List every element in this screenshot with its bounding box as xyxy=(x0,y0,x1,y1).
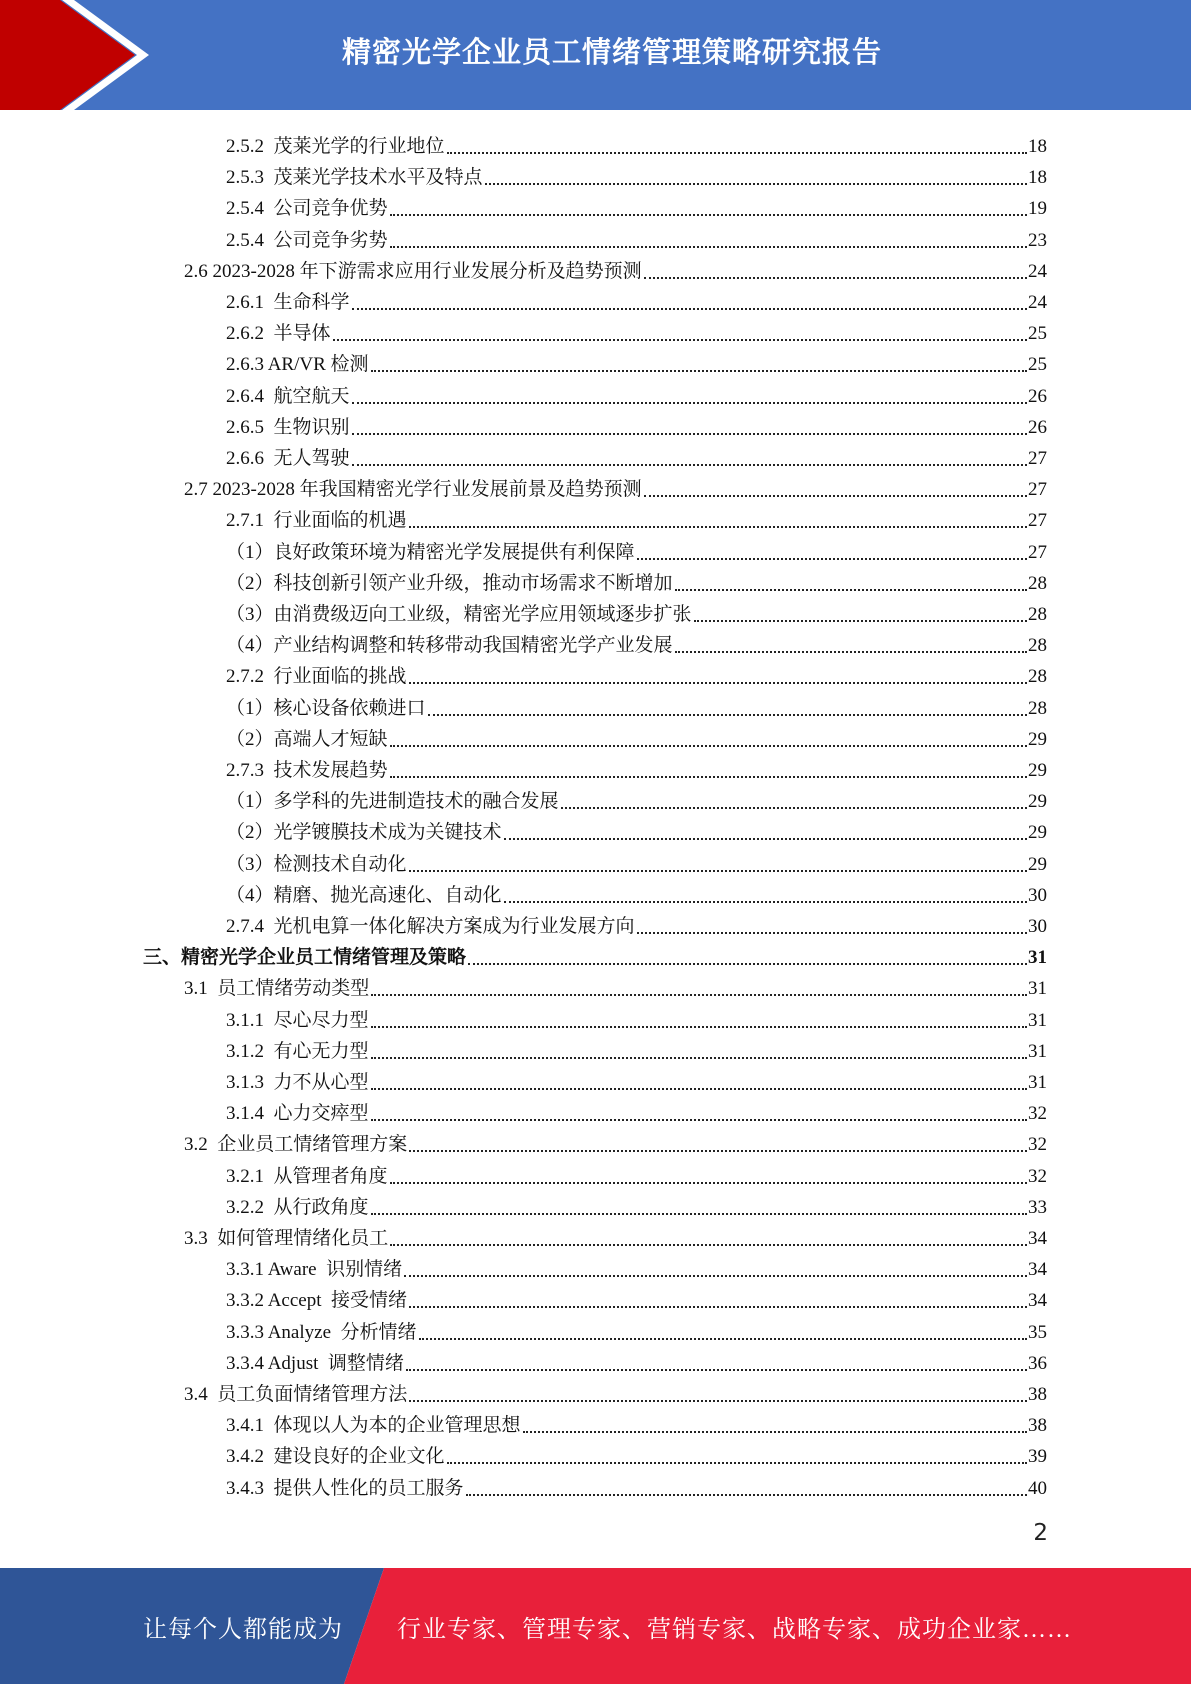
toc-entry[interactable] xyxy=(226,1437,1047,1468)
toc-entry-title: （2）光学镀膜技术成为关键技术 xyxy=(226,822,502,844)
toc-entry-page: 38 xyxy=(1028,1384,1047,1405)
toc-leader-dots xyxy=(371,993,1027,996)
toc-entry-title: 3.4.3 提供人性化的员工服务 xyxy=(226,1477,464,1499)
toc-entry[interactable] xyxy=(226,1344,1047,1375)
toc-entry-page: 25 xyxy=(1028,354,1047,376)
toc-entry[interactable] xyxy=(226,127,1047,158)
toc-entry[interactable] xyxy=(226,1094,1047,1125)
toc-leader-dots xyxy=(409,1305,1027,1308)
report-title: 精密光学企业员工情绪管理策略研究报告 xyxy=(341,34,882,69)
toc-entry[interactable] xyxy=(226,1063,1047,1094)
footer-slogan-left: 让每个人都能成为 xyxy=(143,1616,343,1643)
page-number: 2 xyxy=(1033,1520,1048,1546)
toc-entry-page: 19 xyxy=(1028,198,1047,220)
toc-leader-dots xyxy=(409,1399,1027,1402)
toc-entry-title: （4）精磨、抛光高速化、自动化 xyxy=(226,884,502,906)
toc-entry-title: （1）良好政策环境为精密光学发展提供有利保障 xyxy=(226,541,635,563)
toc-entry-title: 2.5.3 茂莱光学技术水平及特点 xyxy=(226,167,483,189)
toc-leader-dots xyxy=(352,307,1027,310)
toc-entry[interactable] xyxy=(184,1375,1047,1406)
toc-entry-title: 3.4.2 建设良好的企业文化 xyxy=(226,1446,445,1468)
toc-leader-dots xyxy=(504,900,1027,903)
toc-entry-page: 32 xyxy=(1028,1165,1047,1187)
toc-leader-dots xyxy=(694,619,1027,622)
toc-entry[interactable] xyxy=(226,345,1047,376)
toc-entry-title: 2.5.4 公司竞争优势 xyxy=(226,198,388,220)
toc-leader-dots xyxy=(504,837,1027,840)
toc-entry-page: 30 xyxy=(1028,884,1047,906)
toc-entry-page: 27 xyxy=(1028,541,1047,563)
page-header xyxy=(0,0,1191,110)
toc-leader-dots xyxy=(390,1181,1027,1184)
toc-entry-title: 3.1 员工情绪劳动类型 xyxy=(184,978,370,1000)
toc-entry[interactable] xyxy=(226,564,1047,595)
toc-entry-title: （3）由消费级迈向工业级，精密光学应用领域逐步扩张 xyxy=(226,604,692,625)
toc-entry-page: 28 xyxy=(1028,572,1047,594)
toc-entry[interactable] xyxy=(226,1469,1047,1500)
page-footer xyxy=(0,1568,1191,1684)
toc-entry-title: 2.6.5 生物识别 xyxy=(226,416,350,438)
toc-entry-page: 34 xyxy=(1028,1290,1047,1312)
toc-entry[interactable] xyxy=(226,720,1047,751)
toc-entry-page: 30 xyxy=(1028,916,1047,937)
toc-entry[interactable] xyxy=(226,377,1047,408)
toc-leader-dots xyxy=(390,213,1027,216)
toc-entry-page: 31 xyxy=(1028,1009,1047,1031)
toc-leader-dots xyxy=(675,650,1027,653)
toc-entry[interactable] xyxy=(226,221,1047,252)
toc-entry[interactable] xyxy=(226,1281,1047,1312)
toc-entry-page: 23 xyxy=(1028,229,1047,251)
toc-entry-title: 2.6 2023-2028 年下游需求应用行业发展分析及趋势预测 xyxy=(184,260,642,282)
toc-leader-dots xyxy=(371,1118,1027,1121)
toc-entry-title: 2.7 2023-2028 年我国精密光学行业发展前景及趋势预测 xyxy=(184,479,642,501)
toc-entry-title: 3.1.3 力不从心型 xyxy=(226,1072,369,1093)
toc-leader-dots xyxy=(637,931,1027,934)
toc-leader-dots xyxy=(390,245,1027,248)
toc-entry-page: 25 xyxy=(1028,323,1047,345)
toc-leader-dots xyxy=(390,775,1027,778)
toc-leader-dots xyxy=(468,962,1027,965)
toc-entry-page: 33 xyxy=(1028,1196,1047,1218)
toc-entry[interactable] xyxy=(226,533,1047,564)
toc-entry[interactable] xyxy=(226,1188,1047,1219)
toc-entry-title: 3.3 如何管理情绪化员工 xyxy=(184,1228,389,1249)
toc-leader-dots xyxy=(409,681,1027,684)
toc-entry[interactable] xyxy=(184,1125,1047,1156)
toc-entry-title: 3.4 员工负面情绪管理方法 xyxy=(184,1384,408,1405)
toc-leader-dots xyxy=(644,276,1027,279)
toc-entry-page: 27 xyxy=(1028,479,1047,501)
toc-entry-page: 40 xyxy=(1028,1477,1047,1499)
toc-leader-dots xyxy=(637,557,1027,560)
toc-leader-dots xyxy=(466,1493,1027,1496)
toc-entry-title: 2.6.6 无人驾驶 xyxy=(226,448,350,469)
toc-entry[interactable] xyxy=(226,189,1047,220)
toc-entry-title: 3.3.1 Aware 识别情绪 xyxy=(226,1259,403,1281)
toc-entry-title: 3.3.2 Accept 接受情绪 xyxy=(226,1290,408,1312)
toc-entry[interactable] xyxy=(184,470,1047,501)
toc-entry[interactable] xyxy=(226,1313,1047,1344)
toc-entry-page: 24 xyxy=(1028,292,1047,313)
toc-entry-title: 2.7.2 行业面临的挑战 xyxy=(226,666,407,688)
toc-entry-page: 31 xyxy=(1028,947,1047,969)
toc-entry-page: 31 xyxy=(1028,1040,1047,1062)
toc-entry-page: 35 xyxy=(1028,1321,1047,1343)
toc-entry-page: 38 xyxy=(1028,1415,1047,1437)
toc-entry-title: 2.6.3 AR/VR 检测 xyxy=(226,354,369,376)
toc-entry[interactable] xyxy=(226,782,1047,813)
toc-leader-dots xyxy=(406,1368,1027,1371)
toc-entry[interactable] xyxy=(226,158,1047,189)
toc-leader-dots xyxy=(352,432,1027,435)
toc-entry-page: 27 xyxy=(1028,510,1047,532)
toc-entry[interactable] xyxy=(226,689,1047,720)
toc-entry[interactable] xyxy=(226,845,1047,876)
toc-entry[interactable] xyxy=(226,1157,1047,1188)
toc-entry-page: 31 xyxy=(1028,1072,1047,1093)
toc-entry[interactable] xyxy=(184,1219,1047,1250)
toc-entry-page: 32 xyxy=(1028,1134,1047,1156)
toc-entry-title: 三、精密光学企业员工情绪管理及策略 xyxy=(143,947,467,969)
toc-entry-page: 29 xyxy=(1028,728,1047,750)
toc-leader-dots xyxy=(409,525,1027,528)
toc-entry-title: 2.5.4 公司竞争劣势 xyxy=(226,229,388,251)
toc-entry-title: 3.2.2 从行政角度 xyxy=(226,1196,369,1218)
toc-entry-page: 28 xyxy=(1028,635,1047,657)
toc-entry[interactable] xyxy=(226,657,1047,688)
toc-entry[interactable] xyxy=(226,1032,1047,1063)
toc-entry-page: 34 xyxy=(1028,1228,1047,1249)
toc-entry-page: 29 xyxy=(1028,822,1047,844)
toc-entry-title: 3.1.4 心力交瘁型 xyxy=(226,1103,369,1125)
toc-leader-dots xyxy=(523,1430,1027,1433)
toc-entry-title: （1）核心设备依赖进口 xyxy=(226,697,426,719)
toc-entry-title: 3.2 企业员工情绪管理方案 xyxy=(184,1134,408,1156)
toc-leader-dots xyxy=(390,744,1027,747)
toc-leader-dots xyxy=(409,1149,1027,1152)
toc-entry[interactable] xyxy=(226,813,1047,844)
toc-leader-dots xyxy=(447,151,1027,154)
toc-entry-title: 2.5.2 茂莱光学的行业地位 xyxy=(226,136,445,157)
toc-leader-dots xyxy=(371,369,1027,372)
toc-leader-dots xyxy=(428,713,1027,716)
toc-entry-page: 39 xyxy=(1028,1446,1047,1468)
toc-leader-dots xyxy=(371,1025,1027,1028)
toc-leader-dots xyxy=(333,338,1027,341)
toc-entry-title: （3）检测技术自动化 xyxy=(226,853,407,875)
toc-entry-title: 3.4.1 体现以人为本的企业管理思想 xyxy=(226,1415,521,1437)
toc-entry-title: （1）多学科的先进制造技术的融合发展 xyxy=(226,791,559,813)
toc-leader-dots xyxy=(371,1212,1027,1215)
toc-entry[interactable] xyxy=(226,751,1047,782)
toc-entry-page: 28 xyxy=(1028,697,1047,719)
toc-entry-page: 34 xyxy=(1028,1259,1047,1281)
toc-entry-title: （4）产业结构调整和转移带动我国精密光学产业发展 xyxy=(226,635,673,657)
toc-entry-page: 27 xyxy=(1028,448,1047,469)
toc-leader-dots xyxy=(371,1087,1027,1090)
toc-entry[interactable] xyxy=(226,439,1047,470)
toc-entry-title: 2.6.4 航空航天 xyxy=(226,385,350,407)
toc-entry-page: 28 xyxy=(1028,666,1047,688)
toc-leader-dots xyxy=(447,1461,1027,1464)
toc-entry-title: （2）科技创新引领产业升级，推动市场需求不断增加 xyxy=(226,572,673,594)
toc-leader-dots xyxy=(390,1243,1027,1246)
toc-leader-dots xyxy=(644,494,1027,497)
toc-leader-dots xyxy=(404,1274,1027,1277)
toc-entry[interactable] xyxy=(226,408,1047,439)
toc-entry-page: 29 xyxy=(1028,760,1047,781)
toc-entry-title: 3.3.3 Analyze 分析情绪 xyxy=(226,1321,417,1343)
toc-entry-page: 18 xyxy=(1028,136,1047,157)
toc-leader-dots xyxy=(419,1337,1027,1340)
toc-entry[interactable] xyxy=(226,626,1047,657)
toc-leader-dots xyxy=(352,463,1027,466)
toc-entry[interactable] xyxy=(226,501,1047,532)
toc-entry-title: 3.1.1 尽心尽力型 xyxy=(226,1009,369,1031)
toc-entry-page: 28 xyxy=(1028,604,1047,625)
toc-entry-title: 2.7.1 行业面临的机遇 xyxy=(226,510,407,532)
toc-entry[interactable] xyxy=(226,314,1047,345)
toc-entry[interactable] xyxy=(226,595,1047,626)
toc-entry[interactable] xyxy=(226,876,1047,907)
toc-entry-title: 2.7.4 光机电算一体化解决方案成为行业发展方向 xyxy=(226,916,635,937)
toc-entry-title: 3.3.4 Adjust 调整情绪 xyxy=(226,1352,404,1374)
toc-entry-title: 3.1.2 有心无力型 xyxy=(226,1040,369,1062)
toc-entry-page: 29 xyxy=(1028,791,1047,813)
toc-entry-page: 32 xyxy=(1028,1103,1047,1125)
toc-entry-title: 2.6.1 生命科学 xyxy=(226,292,350,313)
toc-entry-title: 2.6.2 半导体 xyxy=(226,323,331,345)
toc-entry-title: 2.7.3 技术发展趋势 xyxy=(226,760,388,781)
toc-entry[interactable] xyxy=(226,1406,1047,1437)
footer-slogan-right: 行业专家、管理专家、营销专家、战略专家、成功企业家…… xyxy=(397,1616,1072,1643)
toc-entry-title: 3.2.1 从管理者角度 xyxy=(226,1165,388,1187)
toc-entry[interactable] xyxy=(184,969,1047,1000)
toc-entry-page: 26 xyxy=(1028,416,1047,438)
toc-entry-page: 36 xyxy=(1028,1352,1047,1374)
toc-entry-page: 31 xyxy=(1028,978,1047,1000)
toc-entry[interactable] xyxy=(143,938,1047,969)
toc-entry-page: 26 xyxy=(1028,385,1047,407)
toc-entry[interactable] xyxy=(226,283,1047,314)
toc-entry[interactable] xyxy=(226,1250,1047,1281)
toc-leader-dots xyxy=(409,869,1027,872)
toc-leader-dots xyxy=(371,1056,1027,1059)
toc-entry-page: 29 xyxy=(1028,853,1047,875)
toc-entry-page: 24 xyxy=(1028,260,1047,282)
toc-leader-dots xyxy=(485,182,1027,185)
toc-leader-dots xyxy=(352,401,1027,404)
toc-entry[interactable] xyxy=(226,907,1047,938)
toc-entry[interactable] xyxy=(184,252,1047,283)
toc-entry[interactable] xyxy=(226,1001,1047,1032)
toc-leader-dots xyxy=(675,588,1027,591)
toc-leader-dots xyxy=(561,806,1027,809)
toc-entry-title: （2）高端人才短缺 xyxy=(226,728,388,750)
toc-entry-page: 18 xyxy=(1028,167,1047,189)
